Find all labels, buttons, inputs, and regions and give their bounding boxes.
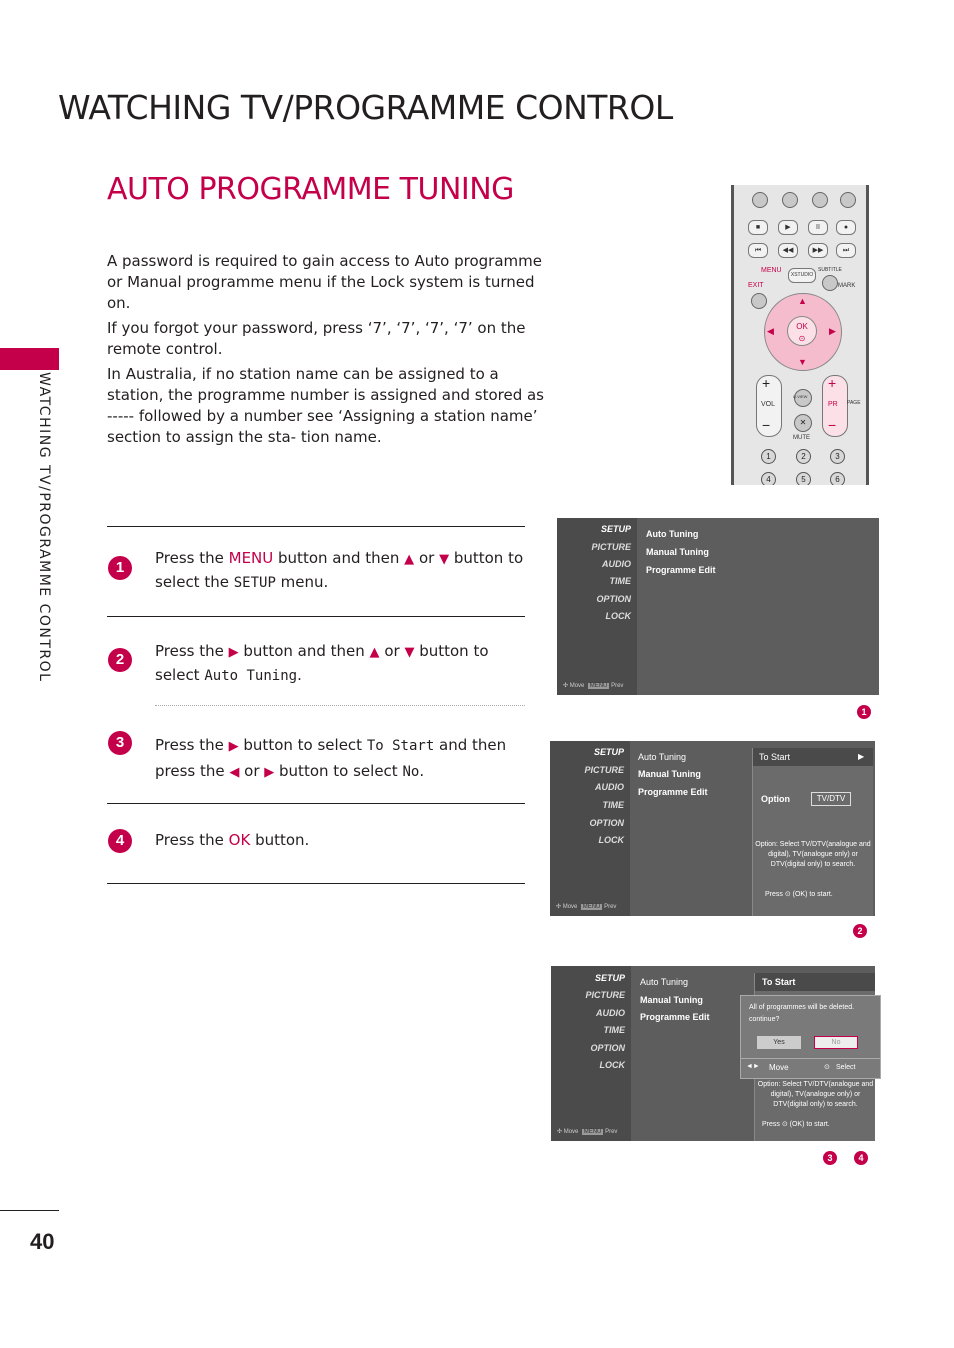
page-header-title: WATCHING TV/PROGRAMME CONTROL <box>58 88 673 127</box>
step-text-part: Press the <box>155 736 229 754</box>
remote-xstudio-button: XSTUDIO <box>788 268 816 283</box>
step-text-part: button to select <box>155 642 489 684</box>
osd-menu-sidebar <box>557 518 637 695</box>
osd-list-item: Auto Tuning <box>638 752 687 762</box>
osd-footer-prev: Prev <box>605 1129 618 1135</box>
dialog-divider <box>741 1058 880 1059</box>
osd-menu-item-setup: SETUP <box>594 973 625 983</box>
step-text-part: button to select <box>238 736 367 754</box>
osd-list-item: Manual Tuning <box>640 995 703 1005</box>
remote-subtitle-button <box>822 275 838 291</box>
nav-down-icon: ▼ <box>798 357 807 367</box>
menu-keyword: MENU <box>228 549 274 567</box>
remote-color-button-blue <box>840 192 856 208</box>
osd-footer-prev: Prev <box>611 683 624 689</box>
dialog-select-label: Select <box>836 1064 856 1071</box>
osd-menu-item-picture: PICTURE <box>585 990 625 1000</box>
osd-auto-tuning-panel <box>752 748 873 916</box>
up-arrow-icon: ▲ <box>369 645 380 660</box>
osd-list-item: Auto Tuning <box>640 977 689 987</box>
mute-icon: ✕ <box>794 414 812 432</box>
step-number-3: 3 <box>108 731 132 755</box>
intro-text <box>107 251 552 452</box>
osd-option-note: Option: Select TV/DTV(analogue and digital), TV(analogue only) or DTV(digital only) to search. <box>757 1081 874 1108</box>
osd-menu-item-audio: AUDIO <box>596 1008 625 1018</box>
osd-screen-1 <box>557 518 879 695</box>
remote-color-button-green <box>782 192 798 208</box>
remote-exit-button <box>751 293 767 309</box>
step-text-part: menu. <box>275 573 329 591</box>
section-title: AUTO PROGRAMME TUNING <box>107 172 514 207</box>
to-start-keyword: To Start <box>366 738 435 754</box>
callout-step-1: 1 <box>857 705 871 719</box>
skip-forward-icon: ⏭ <box>836 243 856 258</box>
dialog-move-label: Move <box>769 1063 789 1072</box>
step-number-1: 1 <box>108 556 132 580</box>
record-icon: ● <box>836 220 856 235</box>
nav-left-icon: ◀ <box>767 326 774 336</box>
step-text-part: button. <box>250 831 310 849</box>
nav-up-icon: ▲ <box>798 296 807 306</box>
remote-pr-label: PR <box>828 401 838 408</box>
osd-to-start-label: To Start <box>759 752 791 762</box>
osd-list-item: Auto Tuning <box>646 529 699 539</box>
osd-list-item: Programme Edit <box>638 787 708 797</box>
osd-list-item: Programme Edit <box>640 1012 710 1022</box>
dialog-left-right-icon: ◄► <box>746 1063 760 1070</box>
step-2-text <box>155 640 525 687</box>
osd-footer-prev: Prev <box>604 904 617 910</box>
remote-qview-label: Q.VIEW <box>793 394 808 399</box>
intro-paragraph-1: A password is required to gain access to Auto programme or Manual programme menu if the Lock system is turned on. <box>107 252 542 312</box>
remote-exit-label: EXIT <box>748 282 764 289</box>
osd-footer-move: Move <box>562 904 578 910</box>
confirm-no-button[interactable]: No <box>814 1036 858 1049</box>
osd-menu-item-picture: PICTURE <box>591 542 631 552</box>
pr-plus-icon: + <box>828 375 837 391</box>
remote-color-button-yellow <box>812 192 828 208</box>
osd-right-arrow-icon: ▶ <box>858 752 865 761</box>
osd-menu-item-option: OPTION <box>596 594 631 604</box>
skip-back-icon: ⏮ <box>748 243 768 258</box>
osd-footer-menu-key: MENU <box>583 1129 602 1135</box>
step-3-text <box>155 733 525 785</box>
page-number: 40 <box>30 1229 55 1254</box>
vol-minus-icon: − <box>762 417 771 433</box>
remote-number-3: 3 <box>830 449 845 464</box>
step-text-part: and then press the <box>155 736 507 780</box>
step-text-part: Press the <box>155 642 229 660</box>
stop-icon: ■ <box>748 220 768 235</box>
osd-footer: ✣ Move MENU Prev <box>557 1129 618 1135</box>
osd-menu-item-time: TIME <box>602 800 624 810</box>
osd-menu-item-time: TIME <box>603 1025 625 1035</box>
step-text-part: button and then <box>273 549 405 567</box>
step-number-2: 2 <box>108 648 132 672</box>
step-text-part: . <box>297 666 302 684</box>
step-divider <box>107 526 525 527</box>
remote-menu-label: MENU <box>761 267 782 274</box>
vol-plus-icon: + <box>762 375 771 391</box>
osd-menu-item-setup: SETUP <box>600 524 631 534</box>
step-divider <box>107 883 525 884</box>
remote-vol-label: VOL <box>761 401 776 408</box>
osd-menu-item-lock: LOCK <box>605 611 631 621</box>
osd-menu-item-setup: SETUP <box>593 747 624 757</box>
osd-menu-sidebar <box>550 741 630 916</box>
callout-step-2: 2 <box>853 924 867 938</box>
osd-option-label: Option <box>761 794 790 804</box>
remote-number-1: 1 <box>761 449 776 464</box>
confirm-yes-button[interactable]: Yes <box>757 1036 801 1049</box>
step-text-part: Press the <box>155 831 229 849</box>
down-arrow-icon: ▼ <box>404 645 415 660</box>
remote-ok-button: OK ⊙ <box>787 316 817 346</box>
remote-mark-label: MARK <box>838 283 856 289</box>
osd-option-note: Option: Select TV/DTV(analogue and digital), TV(analogue only) or DTV(digital only) to search. <box>755 841 871 868</box>
step-text-part: button and then <box>238 642 370 660</box>
osd-footer: ✣ Move MENU Prev <box>563 683 624 689</box>
osd-press-ok-note: Press ⊙ (OK) to start. <box>765 891 833 898</box>
osd-list-item: Programme Edit <box>646 565 716 575</box>
right-arrow-icon: ▶ <box>228 739 239 754</box>
step-text-part: or <box>379 642 405 660</box>
down-arrow-icon: ▼ <box>439 552 450 567</box>
confirm-dialog <box>740 995 881 1079</box>
osd-menu-item-audio: AUDIO <box>595 782 624 792</box>
osd-menu-item-option: OPTION <box>589 818 624 828</box>
no-keyword: No <box>402 764 420 780</box>
nav-right-icon: ▶ <box>829 326 836 336</box>
remote-number-4: 4 <box>761 472 776 485</box>
step-4-text <box>155 829 525 851</box>
remote-ok-label: OK <box>796 322 808 331</box>
osd-footer-menu-key: MENU <box>582 904 601 910</box>
step-text-part: Press the <box>155 549 229 567</box>
remote-control-illustration <box>731 185 869 485</box>
osd-press-ok-note: Press ⊙ (OK) to start. <box>762 1121 830 1128</box>
osd-to-start-label: To Start <box>762 977 796 987</box>
right-arrow-icon: ▶ <box>264 765 275 780</box>
callout-step-4: 4 <box>854 1151 868 1165</box>
step-text-part: button to select <box>274 762 403 780</box>
side-chapter-label: WATCHING TV/PROGRAMME CONTROL <box>36 372 52 683</box>
pause-icon: II <box>808 220 828 235</box>
remote-subtitle-label: SUBTITLE <box>818 267 842 273</box>
side-tab-marker <box>0 348 59 370</box>
osd-list-item: Manual Tuning <box>638 769 701 779</box>
osd-menu-item-audio: AUDIO <box>602 559 631 569</box>
step-divider-dotted <box>155 705 525 707</box>
remote-page-label: PAGE <box>847 400 861 406</box>
dialog-ok-icon: ⊙ <box>824 1064 830 1071</box>
pr-minus-icon: − <box>828 417 837 433</box>
osd-menu-item-picture: PICTURE <box>584 765 624 775</box>
remote-mute-label: MUTE <box>793 435 810 441</box>
step-text-part: button to select the <box>155 549 524 591</box>
osd-screen-2 <box>550 741 875 916</box>
step-1-text <box>155 547 525 594</box>
up-arrow-icon: ▲ <box>404 552 415 567</box>
osd-footer-move: Move <box>569 683 585 689</box>
step-divider <box>107 616 525 617</box>
fast-forward-icon: ▶▶ <box>808 243 828 258</box>
step-number-4: 4 <box>108 829 132 853</box>
osd-menu-item-lock: LOCK <box>598 835 624 845</box>
osd-list-item: Manual Tuning <box>646 547 709 557</box>
left-arrow-icon: ◀ <box>229 765 240 780</box>
auto-tuning-keyword: Auto Tuning <box>204 668 298 684</box>
osd-footer: ✣ Move MENU Prev <box>556 904 617 910</box>
setup-keyword: SETUP <box>233 575 276 591</box>
page-number-rule <box>0 1210 59 1211</box>
intro-paragraph-2: If you forgot your password, press ‘7’, ‘7’, ‘7’, ‘7’ on the remote control. <box>107 319 526 358</box>
remote-color-button-red <box>752 192 768 208</box>
right-arrow-icon: ▶ <box>228 645 239 660</box>
intro-paragraph-3: In Australia, if no station name can be assigned to a station, the programme number is assigned and stored as ----- followed by a number see ‘Assigning a station name’ section to assign the sta- tion name. <box>107 365 544 446</box>
step-divider <box>107 803 525 804</box>
osd-menu-item-option: OPTION <box>590 1043 625 1053</box>
osd-footer-menu-key: MENU <box>589 683 608 689</box>
remote-number-2: 2 <box>796 449 811 464</box>
osd-menu-item-time: TIME <box>609 576 631 586</box>
ok-keyword: OK <box>228 831 251 849</box>
remote-number-6: 6 <box>830 472 845 485</box>
step-text-part: or <box>239 762 265 780</box>
rewind-icon: ◀◀ <box>778 243 798 258</box>
step-text-part: or <box>414 549 440 567</box>
confirm-message: All of programmes will be deleted. continue? <box>749 1004 855 1023</box>
step-text-part: . <box>419 762 425 780</box>
play-icon: ▶ <box>778 220 798 235</box>
osd-option-value: TV/DTV <box>811 792 851 806</box>
osd-footer-move: Move <box>563 1129 579 1135</box>
osd-menu-sidebar <box>551 966 631 1141</box>
osd-menu-item-lock: LOCK <box>599 1060 625 1070</box>
remote-number-5: 5 <box>796 472 811 485</box>
callout-step-3: 3 <box>823 1151 837 1165</box>
